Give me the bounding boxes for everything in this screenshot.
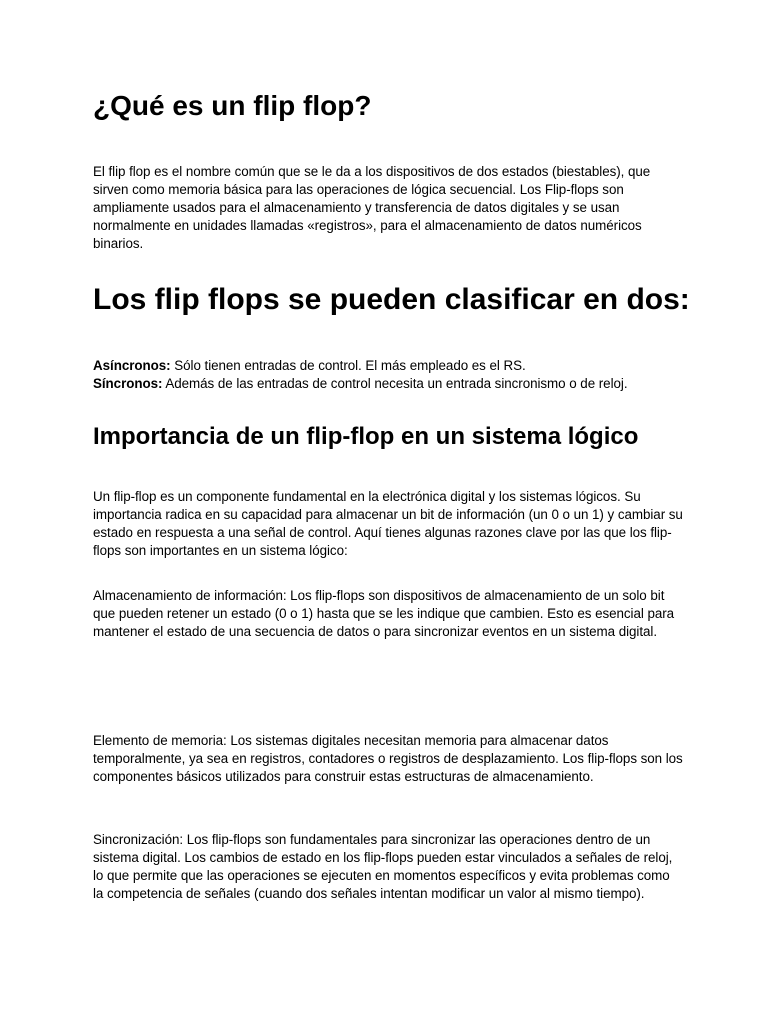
classification-item-asynchronous — [93, 357, 683, 375]
intro-paragraph: El flip flop es el nombre común que se le da a los dispositivos de dos estados (biestables), que sirven como memoria básica para las operaciones de lógica secuencial. Los Flip-flops son ampliamente usados para el almacenamiento y transferencia de datos digitales y se usan normalmente en unidades llamadas «registros», para el almacenamiento de datos numéricos binarios. — [93, 164, 651, 251]
heading-importance: Importancia de un flip-flop en un sistema lógico — [93, 423, 639, 450]
storage-paragraph: Almacenamiento de información: Los flip-flops son dispositivos de almacenamiento de un solo bit que pueden retener un estado (0 o 1) hasta que se les indique que cambien. Esto es esencial para mantener el estado de una secuencia de datos o para sincronizar eventos en un sistema digital. — [93, 588, 675, 639]
term-synchronous: Síncronos: — [93, 376, 163, 391]
heading-what-is-flip-flop: ¿Qué es un flip flop? — [93, 90, 372, 121]
classification-list — [93, 357, 683, 393]
synchronization-paragraph: Sincronización: Los flip-flops son fundamentales para sincronizar las operaciones dentro de un sistema digital. Los cambios de estado en los flip-flops pueden estar vinculados a señales de reloj, lo que permite que las operaciones se ejecuten en momentos específicos y evita problemas como la competencia de señales (cuando dos señales intentan modificar un valor al mismo tiempo). — [93, 832, 673, 901]
description-asynchronous: Sólo tienen entradas de control. El más empleado es el RS. — [170, 358, 526, 373]
importance-paragraph: Un flip-flop es un componente fundamental en la electrónica digital y los sistemas lógicos. Su importancia radica en su capacidad para almacenar un bit de información (un 0 o un 1) y cambiar su estado en respuesta a una señal de control. Aquí tienes algunas razones clave por las que los flip-flops son importantes en un sistema lógico: — [93, 489, 683, 558]
description-synchronous: Además de las entradas de control necesita un entrada sincronismo o de reloj. — [162, 376, 628, 391]
term-asynchronous: Asíncronos: — [93, 358, 171, 373]
memory-paragraph: Elemento de memoria: Los sistemas digitales necesitan memoria para almacenar datos temporalmente, ya sea en registros, contadores o registros de desplazamiento. Los flip-flops son los componentes básicos utilizados para construir estas estructuras de almacenamiento. — [93, 733, 683, 784]
heading-classification: Los flip flops se pueden clasificar en dos: — [93, 283, 690, 316]
classification-item-synchronous — [93, 375, 683, 393]
